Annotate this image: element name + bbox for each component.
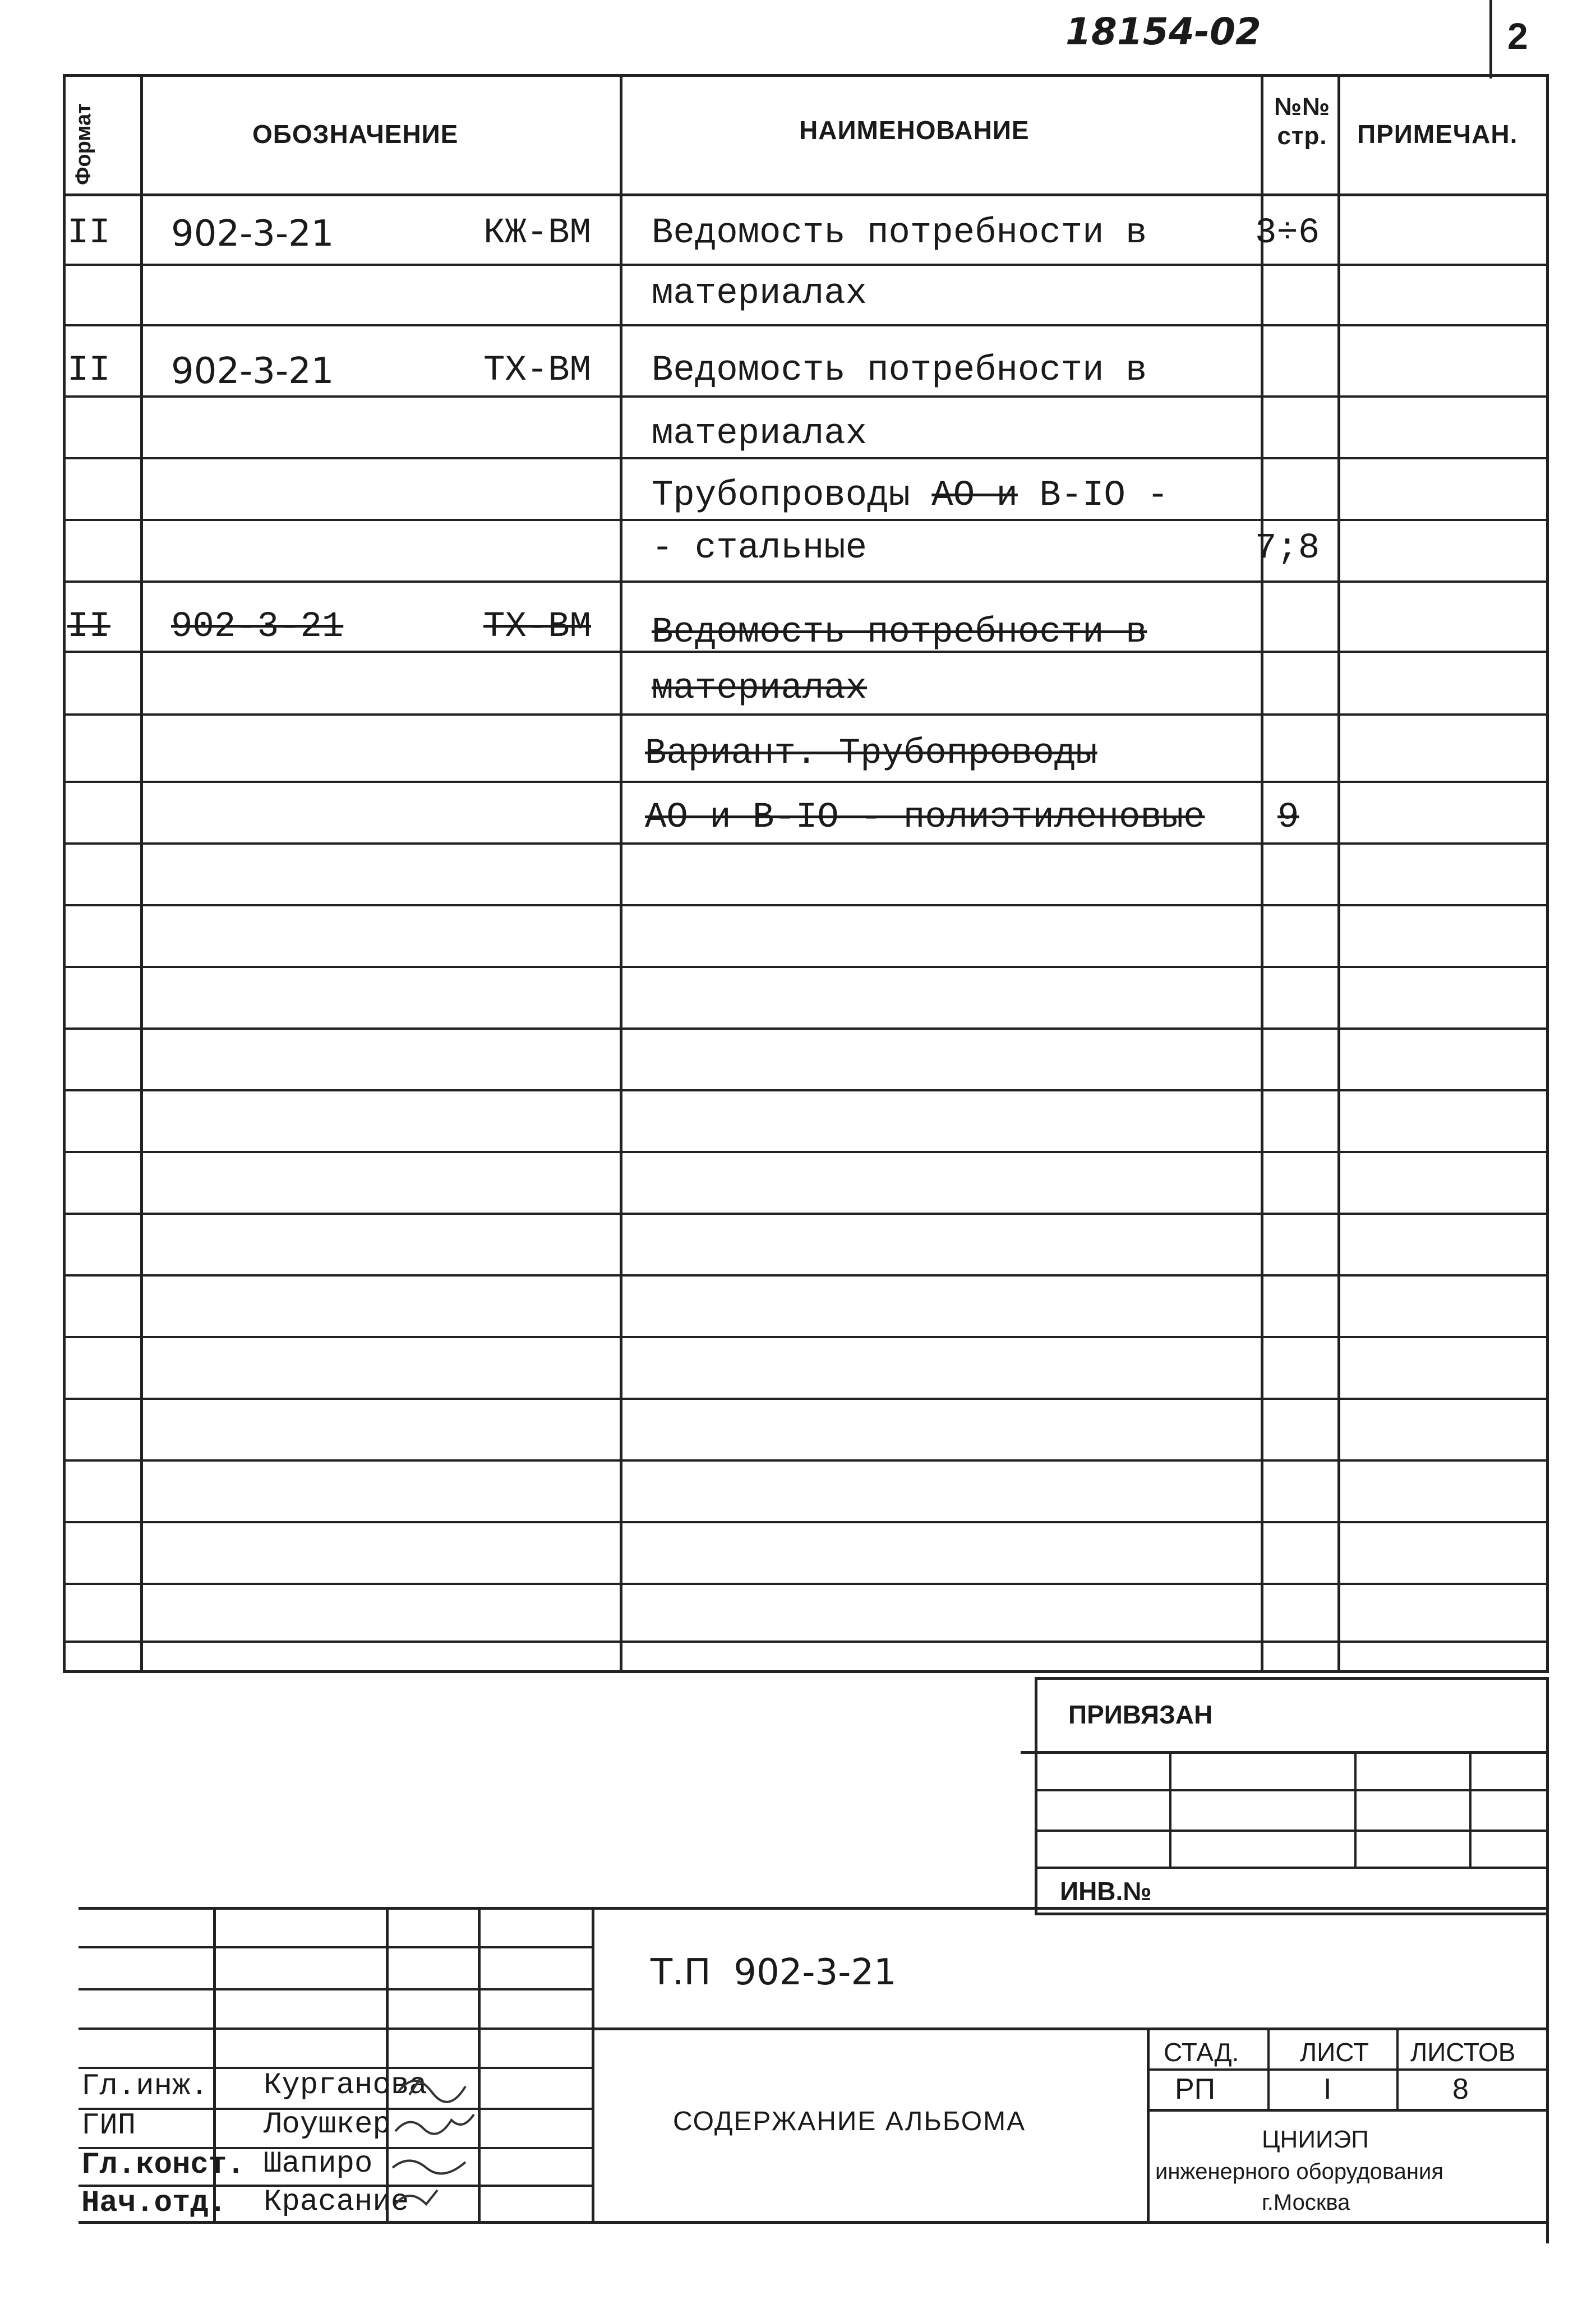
sheet-value: I — [1323, 2073, 1332, 2105]
row-code: 902-3-21 — [171, 607, 344, 647]
signer-name: Курганова — [264, 2068, 427, 2103]
row-name-line: Ведомость потребности в — [652, 351, 1147, 391]
sheets-value: 8 — [1452, 2073, 1469, 2105]
inv-label: ИНВ.№ — [1060, 1877, 1152, 1906]
row-pages: 9 — [1277, 798, 1299, 838]
row-name-line: - стальные — [652, 528, 868, 569]
role-label: Гл.конст. — [81, 2148, 245, 2182]
row-mark: ТХ-ВМ — [483, 607, 592, 647]
role-label: Нач.отд. — [81, 2186, 227, 2220]
row-format: II — [67, 607, 110, 647]
header-format: Формат — [72, 103, 95, 185]
stage-label: СТАД. — [1164, 2038, 1239, 2067]
row-pages: 3÷6 — [1255, 213, 1320, 254]
signer-name: Лоушкер — [264, 2108, 391, 2142]
name-text: В-IO - — [1039, 476, 1169, 516]
signature-image — [387, 2064, 527, 2221]
row-name-line — [652, 476, 1169, 516]
row-name-line: АО и В-IO - полиэтиленовые — [645, 798, 1205, 838]
row-name-line: Вариант. Трубопроводы — [645, 734, 1097, 774]
signer-name: Шапиро — [264, 2147, 373, 2181]
sheets-label: ЛИСТОВ — [1410, 2038, 1516, 2067]
project-code: Т.П 902-3-21 — [651, 1952, 897, 1993]
header-pages: №№ стр. — [1274, 93, 1331, 150]
header-designation: ОБОЗНАЧЕНИЕ — [252, 119, 459, 149]
privyazan-label: ПРИВЯЗАН — [1068, 1700, 1213, 1729]
album-title: СОДЕРЖАНИЕ АЛЬБОМА — [673, 2107, 1026, 2136]
name-text: Трубопроводы — [652, 476, 910, 516]
sheet-label: ЛИСТ — [1300, 2038, 1369, 2067]
row-pages: 7;8 — [1255, 528, 1320, 569]
row-name-line: материалах — [652, 274, 868, 314]
sheet-number: 2 — [1507, 15, 1528, 57]
row-name-line: материалах — [652, 414, 868, 454]
role-label: ГИП — [81, 2109, 136, 2143]
row-name-line: Ведомость потребности в — [652, 612, 1147, 653]
header-name: НАИМЕНОВАНИЕ — [799, 116, 1030, 145]
row-code: 902-3-21 — [171, 213, 334, 255]
role-label: Гл.инж. — [81, 2070, 209, 2104]
header-note: ПРИМЕЧАН. — [1357, 119, 1518, 149]
row-code: 902-3-21 — [171, 351, 334, 392]
row-name-line: материалах — [652, 669, 868, 709]
stage-value: РП — [1175, 2073, 1216, 2105]
row-format: II — [67, 213, 110, 254]
name-struck-text: АО и — [931, 476, 1018, 516]
row-mark: ТХ-ВМ — [483, 351, 592, 391]
row-format: II — [67, 351, 110, 391]
document-number: 18154-02 — [1065, 10, 1261, 53]
org-name: инженерного оборудования — [1155, 2159, 1444, 2184]
org-name: ЦНИИЭП — [1262, 2126, 1369, 2153]
row-name-line: Ведомость потребности в — [652, 213, 1147, 254]
signer-name: Красание — [264, 2185, 409, 2219]
row-mark: КЖ-ВМ — [483, 213, 592, 254]
org-city: г.Москва — [1262, 2190, 1350, 2215]
